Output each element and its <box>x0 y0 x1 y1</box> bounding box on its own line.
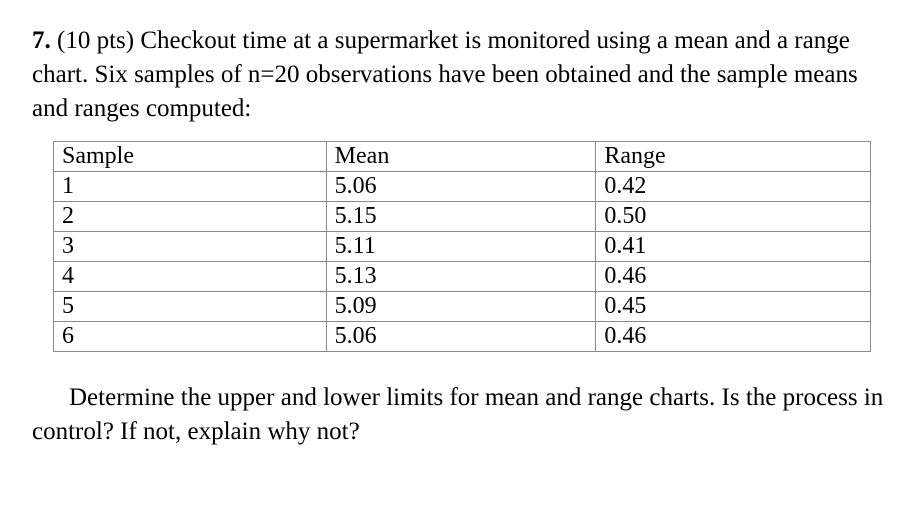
table-row <box>54 202 871 232</box>
mean-cell: 5.13 <box>326 262 596 292</box>
range-cell: 0.46 <box>596 322 871 352</box>
mean-cell: 5.06 <box>326 172 596 202</box>
mean-cell: 5.06 <box>326 322 596 352</box>
table-row <box>54 292 871 322</box>
problem-intro-text: (10 pts) Checkout time at a supermarket is monitored using a mean and a range chart. Six samples of n=20 observations have been obtained and the sample means and ranges computed: <box>32 27 858 122</box>
sample-cell: 4 <box>54 262 327 292</box>
header-mean: Mean <box>326 142 596 172</box>
sample-data-table <box>53 141 871 352</box>
sample-cell: 3 <box>54 232 327 262</box>
range-cell: 0.42 <box>596 172 871 202</box>
header-range: Range <box>596 142 871 172</box>
problem-number: 7. <box>32 27 51 54</box>
table-row <box>54 172 871 202</box>
range-cell: 0.41 <box>596 232 871 262</box>
mean-cell: 5.15 <box>326 202 596 232</box>
range-cell: 0.46 <box>596 262 871 292</box>
mean-cell: 5.09 <box>326 292 596 322</box>
range-cell: 0.50 <box>596 202 871 232</box>
problem-intro <box>32 24 892 126</box>
range-cell: 0.45 <box>596 292 871 322</box>
table-row <box>54 232 871 262</box>
header-sample: Sample <box>54 142 327 172</box>
problem-question: Determine the upper and lower limits for mean and range charts. Is the process in control? If not, explain why not? <box>32 384 884 445</box>
table-row <box>54 322 871 352</box>
sample-cell: 5 <box>54 292 327 322</box>
table-header-row <box>54 142 871 172</box>
sample-cell: 6 <box>54 322 327 352</box>
table-row <box>54 262 871 292</box>
sample-cell: 2 <box>54 202 327 232</box>
mean-cell: 5.11 <box>326 232 596 262</box>
sample-cell: 1 <box>54 172 327 202</box>
